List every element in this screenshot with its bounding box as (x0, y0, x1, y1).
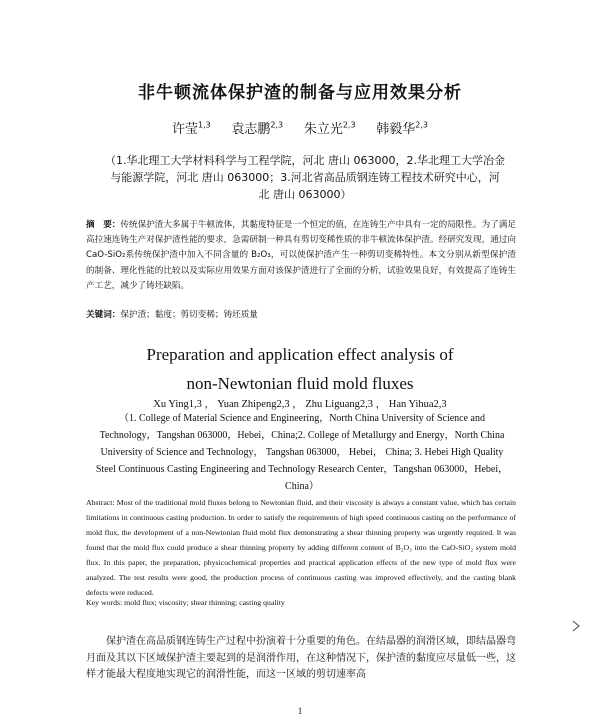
paper-title-en (0, 340, 600, 398)
author-list-cn (0, 118, 600, 137)
affiliation-en: （1. College of Material Science and Engineering，North China University of Science and Technology，Tangshan 063000，Hebei，China;2. College of Metallurgy and Energy，North China University of Science and Technology， Tangshan 063000， Hebei， China; 3. Hebei High Quality Steel Continuous Casting Engineering and Technology Research Center，Tangshan 063000，Hebei，China） (95, 413, 509, 492)
body-paragraph: 保护渣在高品质钢连铸生产过程中扮演着十分重要的角色。在结晶器的润滑区域，即结晶器弯月面及其以下区域保护渣主要起到的是润滑作用，在这种情况下，保护渣的黏度应尽量低一些，这样才能最大程度地实现它的润滑性能，而这一区域的剪切速率高 (86, 636, 516, 680)
paper-title-en-line-2: non-Newtonian fluid mold fluxes (186, 374, 414, 393)
keywords-label-cn: 关键词： (86, 310, 121, 320)
abstract-cn (86, 218, 516, 294)
keywords-text-en: mold flux; viscosity; shear thinning; casting quality (124, 598, 285, 607)
page-number: 1 (297, 706, 303, 716)
paper-title-cn: 非牛顿流体保护渣的制备与应用效果分析 (138, 83, 462, 103)
abstract-text-cn: 传统保护渣大多属于牛顿流体，其黏度特征是一个恒定的值，在连铸生产中具有一定的局限性。为了满足高拉速连铸生产对保护渣性能的要求，急需研制一种具有剪切变稀性质的非牛顿流体保护渣。经研究发现，通过向 CaO-SiO₂系传统保护渣中加入不同含量的 B₂O₃，可以使保护渣产生一种剪切变稀特性。本文分别从新型保护渣的制备、理化性能的比较以及实际应用效果方面对该保护渣进行了全面的分析，试验效果良好，有效提高了连铸生产工艺，减少了铸坯缺陷。 (86, 220, 516, 291)
author-list-en: Xu Ying1,3 ， Yuan Zhipeng2,3 ， Zhu Liguang2,3 ， Han Yihua2,3 (153, 399, 447, 410)
author-name: 韩毅华 (376, 122, 416, 137)
affiliation-cn: （1.华北理工大学材料科学与工程学院，河北 唐山 063000，2.华北理工大学冶金与能源学院，河北 唐山 063000；3.河北省高品质钢连铸工程技术研究中心，河北 唐山 063000） (105, 154, 505, 201)
author-affiliation-mark: 2,3 (342, 120, 356, 130)
author-name: 袁志鹏 (231, 122, 271, 137)
author-affiliation-mark: 2,3 (270, 120, 284, 130)
author-name: 朱立光 (303, 122, 343, 137)
abstract-en (86, 495, 516, 600)
author-affiliation-mark: 1,3 (198, 120, 211, 130)
margin-mark-icon (572, 620, 580, 632)
abstract-text-en: Most of the traditional mold fluxes belong to Newtonian fluid, and their viscosity is always a constant value, which has certain limitations in continuous casting production. In order to satisfy the requirements of high speed continuous casting on the performance of mold flux, the development of a non-Newtonian fluid mold flux demonstrating a shear thinning property was urgently required. It was found that the mold flux could produce a shear thinning property by adding different content of B₂O₃ into the CaO-SiO₂ system mold flux. In this paper, the preparation, physicochemical properties and practical application effects of the new type of mold flux were analyzed. The test results were good, the production process of continuous casting was improved effectively, and the casting blank defects were reduced. (86, 498, 517, 597)
author-affiliation-mark: 2,3 (415, 120, 428, 130)
paper-title-en-line-1: Preparation and application effect analysis of (146, 345, 454, 364)
abstract-label-cn: 摘 要： (86, 220, 121, 230)
abstract-label-en: Abstract: (86, 498, 115, 507)
keywords-cn (86, 308, 516, 320)
keywords-label-en: Key words: (86, 598, 123, 607)
keywords-en (86, 598, 516, 607)
author-name: 许莹 (171, 122, 198, 137)
keywords-text-cn: 保护渣；黏度；剪切变稀；铸坯质量 (120, 310, 258, 320)
